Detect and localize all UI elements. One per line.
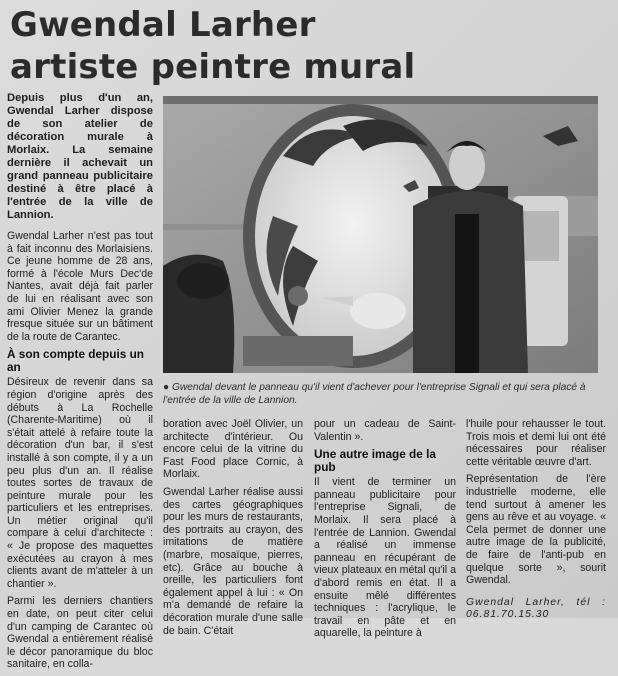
body-paragraph: boration avec Joël Olivier, un architecte d'intérieur. Ou encore celui de la vitrine du Fast Food place Cornic, à Morlaix. (163, 418, 303, 481)
headline-line-1: Gwendal Larher (10, 5, 316, 45)
photo-caption (163, 381, 603, 407)
body-paragraph: Gwendal Larher n'est pas tout à fait inconnu des Morlaisiens. Ce jeune homme de 28 ans, formé à l'école Murs Dec'de Nantes, avait déjà fait parler de lui en réalisant avec son ami Olivier Menez la grande fresque située sur un bâtiment de la route de Carantec. (7, 230, 153, 343)
column-2 (163, 418, 303, 642)
contact-info: Gwendal Larher, tél : 06.81.70.15.30 (466, 596, 606, 621)
mural-photo-illustration (163, 96, 598, 373)
body-paragraph: pour un cadeau de Saint-Valentin ». (314, 418, 456, 443)
section-subheading: À son compte depuis un an (7, 347, 144, 375)
article-headline (10, 4, 610, 88)
column-4 (466, 418, 606, 627)
body-paragraph: Parmi les derniers chantiers en date, on peut citer celui d'un camping de Carantec où Gwendal a entièrement réalisé le décor panoramique du bloc sanitaire, en colla- (7, 595, 153, 671)
column-1 (7, 92, 153, 676)
section-subheading: Une autre image de la pub (314, 447, 436, 475)
body-paragraph: Représentation de l'ère industrielle moderne, elle tend surtout à amener les gens au rêve et au voyage. « Cela permet de donner une autre image de la publicité, de faire de l'anti-pub en quelque sorte », sourit Gwendal. (466, 473, 606, 587)
body-paragraph: Gwendal Larher réalise aussi des cartes géographiques pour les murs de restaurants, des portraits au crayon, des imitations de matière (marbre, mosaïque, pierres, etc). Grâce au bouche à oreille, les particuliers font également appel à lui : « On m'a demandé de refaire la décoration murale d'une salle de bain. C'était (163, 485, 303, 637)
headline-line-2: artiste peintre mural (10, 47, 416, 87)
body-paragraph: l'huile pour rehausser le tout. Trois mois et demi lui ont été nécessaires pour réaliser cette véritable œuvre d'art. (466, 418, 606, 468)
caption-text: Gwendal devant le panneau qu'il vient d'achever pour l'entreprise Signali et qui sera placé à l'entrée de la ville de Lannion. (163, 382, 586, 406)
lead-paragraph: Depuis plus d'un an, Gwendal Larher dispose de son atelier de décoration murale à Morlaix. La semaine dernière il achevait un grand panneau publicitaire destiné à être placé à l'entrée de la ville de Lannion. (7, 92, 153, 221)
column-3 (314, 418, 456, 645)
body-paragraph: Désireux de revenir dans sa région d'origine après des débuts à La Rochelle (Charente-Maritime) où il s'était attelé à refaire toute la décoration d'un bar, il s'est installé à son compte, il y a un peu plus d'un an. Il réalise toutes sortes de travaux de peinture murale pour les particuliers et les entreprises. Un métier original qu'il compare à celui d'architecte : « Je propose des maquettes exécutées au crayon à mes clients avant de m'atteler à un chantier ». (7, 376, 153, 590)
body-paragraph: Il vient de terminer un panneau publicitaire pour l'entreprise Signali, de Morlaix. Il sera placé à l'entrée de Lannion. Gwendal a réalisé un immense panneau en récupérant de vieux plateaux en métal qu'il a d'abord remis en état. Il a ensuite mêlé différentes techniques : l'acrylique, le travail en pâte et en aquarelle, la peinture à (314, 476, 456, 640)
bullet-icon: ● (163, 382, 172, 393)
article-photo (163, 96, 598, 373)
